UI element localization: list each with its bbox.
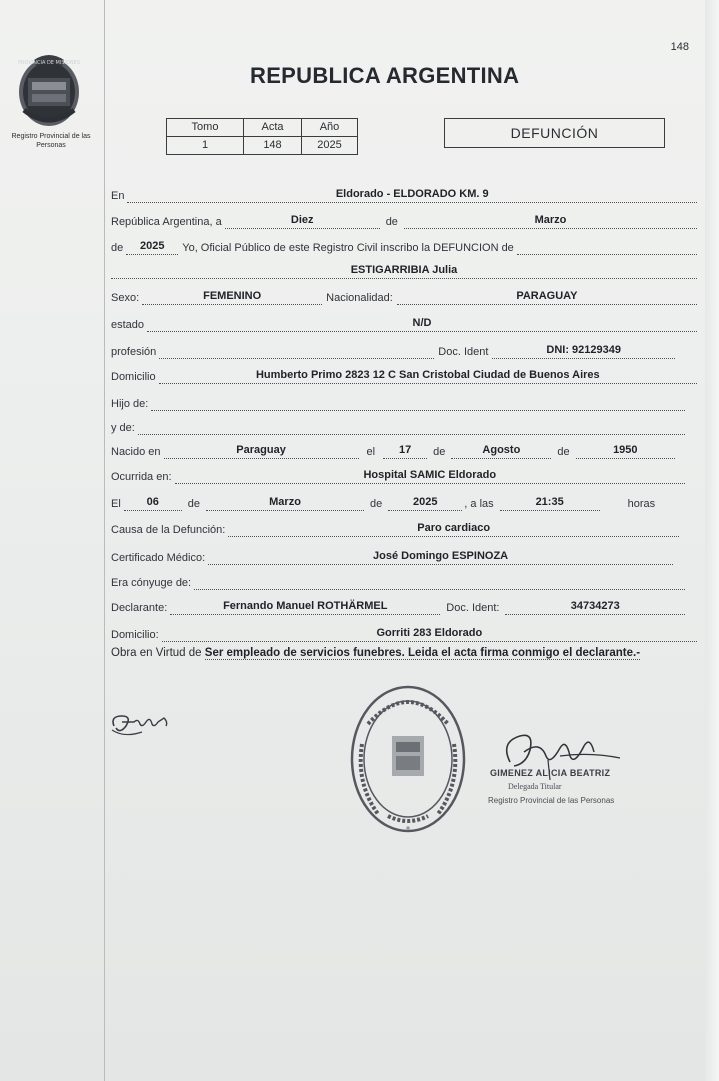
field-doc: DNI: 92129349 (492, 344, 675, 359)
field-domicilio: Humberto Primo 2823 12 C San Cristobal Ciudad de Buenos Aires (159, 369, 697, 384)
signer-office: Registro Provincial de las Personas (488, 796, 615, 805)
label-horas: horas (627, 498, 656, 510)
label-domicilio: Domicilio (111, 371, 156, 383)
label-de: de (370, 498, 383, 510)
label-en: En (111, 190, 125, 202)
label-declarante: Declarante: (111, 602, 168, 614)
field-declarante-doc: 34734273 (505, 600, 685, 615)
meta-header-tomo: Tomo (167, 119, 244, 137)
label-causa: Causa de la Defunción: (111, 524, 226, 536)
meta-value-tomo: 1 (167, 137, 244, 155)
label-hijo-de: Hijo de: (111, 398, 149, 410)
label-doc-ident2: Doc. Ident: (446, 602, 500, 614)
field-def-mes: Marzo (206, 496, 364, 511)
row-fecha-defuncion (111, 491, 697, 511)
field-nacido-anio: 1950 (576, 444, 675, 459)
svg-text:PROVINCIA DE MISIONES: PROVINCIA DE MISIONES (18, 60, 80, 66)
page-edge (705, 0, 719, 1081)
record-type-box: DEFUNCIÓN (444, 118, 665, 148)
row-fallecido (111, 259, 697, 279)
row-hijo-de (111, 391, 697, 411)
obra-paragraph (111, 644, 699, 662)
label-estado: estado (111, 319, 145, 331)
field-hijo-de (151, 396, 685, 411)
label-a-las: , a las (464, 498, 494, 510)
row-ocurrida (111, 464, 697, 484)
row-anio-inscribo (111, 235, 697, 255)
field-nacido-lugar: Paraguay (164, 444, 359, 459)
field-y-de (138, 420, 685, 435)
svg-text:*: * (406, 825, 410, 834)
row-causa (111, 517, 697, 537)
field-anio: 2025 (126, 240, 178, 255)
label-nacido-en: Nacido en (111, 446, 161, 458)
label-el-cap: El (111, 498, 121, 510)
row-profesion (111, 339, 697, 359)
label-de: de (187, 498, 201, 510)
label-domicilio2: Domicilio: (111, 629, 159, 641)
label-inscribo: Yo, Oficial Público de este Registro Civil inscribo la DEFUNCION de (182, 242, 514, 254)
label-certificado: Certificado Médico: (111, 552, 206, 564)
label-el: el (366, 446, 376, 458)
field-def-anio: 2025 (388, 496, 462, 511)
folio-number: 148 (670, 41, 689, 53)
field-estado: N/D (147, 317, 697, 332)
field-certificado: José Domingo ESPINOZA (208, 550, 673, 565)
field-nacionalidad: PARAGUAY (397, 290, 697, 305)
field-obra: Ser empleado de servicios funebres. Leida el acta firma conmigo el declarante.- (204, 647, 641, 659)
field-def-dia: 06 (124, 496, 182, 511)
margin-line (104, 0, 105, 1081)
field-profesion (159, 344, 434, 359)
row-lugar (111, 183, 697, 203)
field-nacido-mes: Agosto (451, 444, 551, 459)
row-conyuge (111, 570, 697, 590)
label-republica: República Argentina, a (111, 216, 222, 228)
field-sexo: FEMENINO (142, 290, 322, 305)
label-de: de (557, 446, 570, 458)
official-seal-icon (348, 684, 468, 834)
field-ocurrida-en: Hospital SAMIC Eldorado (175, 469, 685, 484)
field-causa: Paro cardiaco (228, 522, 679, 537)
field-blank (517, 240, 697, 255)
row-declarante (111, 595, 697, 615)
row-nacido (111, 439, 697, 459)
label-obra: Obra en Virtud de (111, 647, 202, 659)
field-fallecido: ESTIGARRIBIA Julia (111, 264, 697, 279)
label-profesion: profesión (111, 346, 157, 358)
page-title: REPUBLICA ARGENTINA (250, 63, 520, 88)
field-declarante-domicilio: Gorriti 283 Eldorado (162, 627, 697, 642)
label-doc-ident: Doc. Ident (438, 346, 489, 358)
signer-name: GIMENEZ ALICIA BEATRIZ (490, 768, 611, 778)
declarant-signature-icon (108, 706, 178, 742)
row-y-de (111, 415, 697, 435)
province-crest-icon (14, 50, 84, 130)
field-declarante: Fernando Manuel ROTHÄRMEL (170, 600, 440, 615)
row-estado (111, 312, 697, 332)
field-mes: Marzo (404, 214, 697, 229)
field-lugar: Eldorado - ELDORADO KM. 9 (127, 188, 697, 203)
field-dia: Diez (225, 214, 380, 229)
label-ocurrida-en: Ocurrida en: (111, 471, 172, 483)
signer-role: Delegada Titular (508, 782, 562, 791)
meta-header-acta: Acta (244, 119, 302, 137)
label-conyuge: Era cónyuge de: (111, 577, 192, 589)
label-y-de: y de: (111, 422, 135, 434)
label-de: de (385, 216, 398, 228)
row-certificado (111, 545, 697, 565)
row-domicilio (111, 364, 697, 384)
row-sexo-nacionalidad (111, 285, 697, 305)
field-conyuge (194, 575, 685, 590)
field-def-hora: 21:35 (500, 496, 600, 511)
label-de: de (433, 446, 446, 458)
row-fecha (111, 209, 697, 229)
meta-value-acta: 148 (244, 137, 302, 155)
meta-value-anio: 2025 (302, 137, 358, 155)
field-nacido-dia: 17 (383, 444, 427, 459)
label-de: de (111, 242, 124, 254)
record-meta-table (166, 118, 358, 155)
meta-header-anio: Año (302, 119, 358, 137)
registry-label: Registro Provincial de las Personas (11, 133, 91, 149)
row-domicilio-declarante (111, 622, 697, 642)
label-sexo: Sexo: (111, 292, 140, 304)
label-nacionalidad: Nacionalidad: (326, 292, 393, 304)
